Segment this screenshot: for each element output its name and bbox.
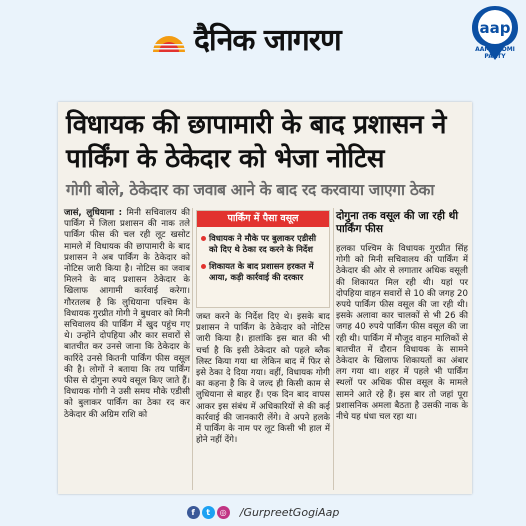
article-subhead: गोगी बोले, ठेकेदार का जवाब आने के बाद रद करवाया जाएगा ठेका — [66, 181, 435, 199]
footer-social — [0, 502, 526, 526]
highlight-box-title: पार्किंग में पैसा वसूल — [197, 211, 329, 227]
article-dateline: जासं, लुधियाना : — [64, 208, 123, 218]
article-headline: विधायक की छापामारी के बाद प्रशासन ने पार्किंग के ठेकेदार को भेजा नोटिस — [66, 110, 447, 174]
highlight-box — [196, 210, 330, 308]
article-column-1-text: मिनी सचिवालय की पार्किंग में जिला प्रशासन की नाक तले पार्किंग फीस की चल रही लूट खसोट मामले में विधायक की छापामारी के बाद प्रशासन ने अब पार्किंग के ठेकेदार को नोटिस जारी किया है। नोटिस का जवाब मिलने के बाद प्रशासन ठेकेदार के खिलाफ आगामी कार्रवाई करेगा। गौरतलब है कि लुधियाना पश्चिम के विधायक गुरप्रीत गोगी ने बुधवार को मिनी सचिवालय की पार्किंग में खुद पहुंच गए थे। उन्होंने दोपहिया और कार सवारों से बातचीत कर उनसे जाना कि ठेकेदार के कारिंदे उनसे कितनी पार्किंग फीस वसूल की है। लोगों ने बताया कि तय पार्किंग फीस से दोगुना रुपये वसूल किए जाते हैं। विधायक गोगी ने उसी समय मौके एडीसी को बुलाकर पार्किंग का ठेका रद कर ठेकेदार की अग्रिम राशि को — [64, 208, 190, 420]
newspaper-brand: दैनिक जागरण — [194, 23, 341, 58]
instagram-icon[interactable]: ◎ — [217, 506, 230, 519]
twitter-icon[interactable]: t — [202, 506, 215, 519]
article-column-1 — [64, 208, 190, 421]
facebook-icon[interactable]: f — [187, 506, 200, 519]
masthead — [0, 0, 526, 92]
column-divider — [192, 208, 193, 490]
newspaper-clipping — [58, 102, 472, 494]
highlight-item: शिकायत के बाद प्रशासन हरकत में आया, कड़ी कार्रवाई की दरकार — [209, 261, 325, 283]
highlight-item: विधायक ने मौके पर बुलाकर एडीसी को दिए थे ठेका रद करने के निर्देश — [209, 233, 325, 255]
aap-logo-text: aap — [479, 19, 511, 37]
sun-logo-icon — [150, 30, 188, 52]
column-divider — [333, 208, 334, 490]
article-column-2: जब्त करने के निर्देश दिए थे। इसके बाद प्रशासन ने पार्किंग के ठेकेदार को नोटिस जारी किया है। हालांकि इस बात की भी चर्चा है कि इसी ठेकेदार को पहले ब्लैक लिस्ट किया गया था लेकिन बाद में फिर से इसे ठेका दे दिया गया। वहीं, विधायक गोगी का कहना है कि वे जल्द ही किसी काम से लुधियाना से बाहर हैं। एक दिन बाद वापस आकर इस संबंध में अधिकारियों से की कई कार्रवाई की जानकारी लेंगे। वे अपने हलके में पार्किंग के नाम पर लूट किसी भी हाल में होने नहीं देंगे। — [196, 312, 330, 446]
party-name: AAM AADMI PARTY — [475, 46, 515, 60]
social-handle[interactable]: /GurpreetGogiAap — [239, 506, 340, 519]
sidebar-story-text: हलका पश्चिम के विधायक गुरप्रीत सिंह गोगी को मिनी सचिवालय की पार्किंग में ठेकेदार की ओर से लगातार अधिक वसूली की शिकायत मिल रही थी। यहां पर दोपहिया वाहन सवारों से 10 की जगह 20 रुपये पार्किंग फीस वसूल की जा रही थी। इसके अलावा कार चालकों से भी 26 की जगह 40 रुपये पार्किंग फीस वसूल की जा रही थी। पार्किंग में मौजूद वाहन मालिकों से बातचीत में दौरान विधायक के सामने ठेकेदार के खिलाफ शिकायतों का अंबार लग गया था। शहर में पहले भी पार्किंग स्थलों पर अधिक फीस वसूल के मामले सामने आते रहे हैं। इस बार तो जहां पूरा प्रशासनिक अमला बैठता है उसकी नाक के नीचे यह धंधा चल रहा था। — [336, 244, 468, 423]
sidebar-story-headline: दोगुना तक वसूल की जा रही थी पार्किंग फीस — [336, 210, 459, 235]
